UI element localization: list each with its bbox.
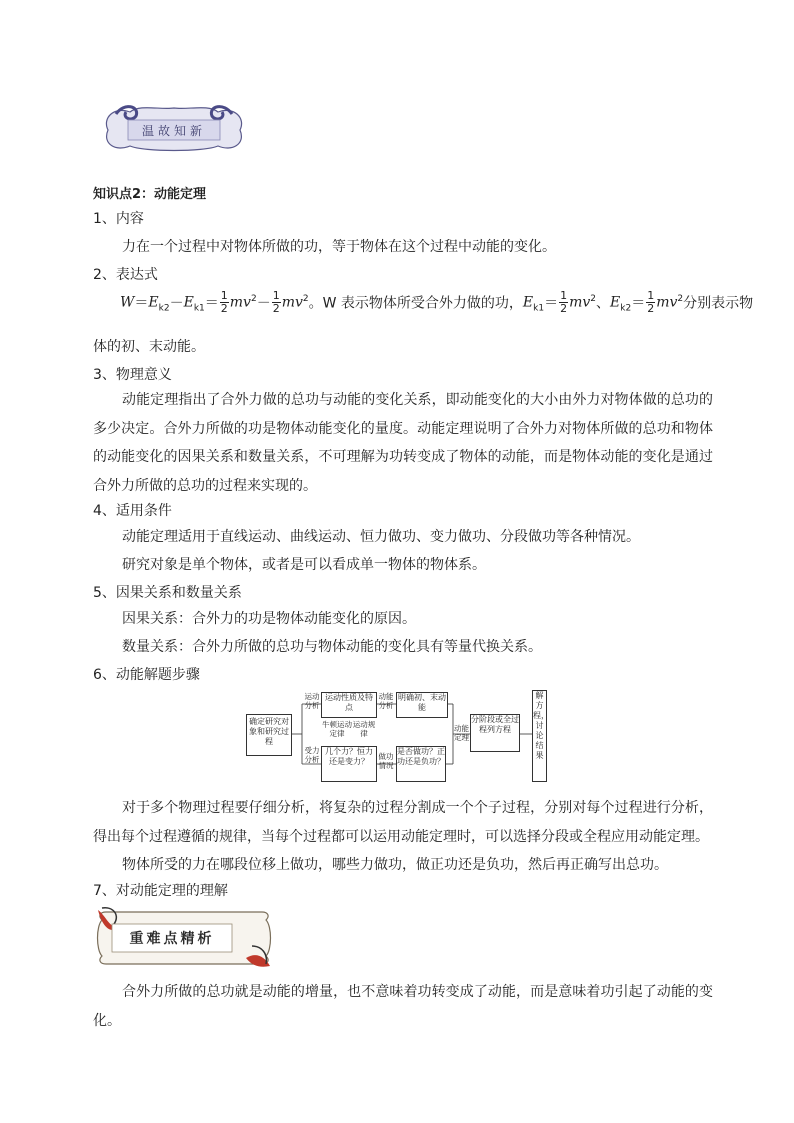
content-text: 力在一个过程中对物体所做的功，等于物体在这个过程中动能的变化。 xyxy=(122,239,556,255)
relations-text-1: 因果关系：合外力的功是物体动能变化的原因。 xyxy=(122,611,416,627)
steps-paragraph-2: 物体所受的力在哪段位移上做功，哪些力做功，做正功还是负功，然后再正确写出总功。 xyxy=(122,857,668,873)
review-banner xyxy=(100,100,248,156)
heading-understanding: 7、对动能定理的理解 xyxy=(93,883,228,899)
step-solve-discuss: 解方程，讨论结果 xyxy=(532,690,547,782)
step-write-equation: 分阶段或全过程列方程 xyxy=(470,714,520,752)
conditions-text-2: 研究对象是单个物体，或者是可以看成单一物体的物体系。 xyxy=(122,557,486,573)
heading-meaning: 3、物理意义 xyxy=(93,367,172,383)
section-title: 知识点2：动能定理 xyxy=(93,187,207,202)
step-forces: 几个力？恒力还是变力？ xyxy=(321,746,377,782)
understanding-paragraph: 合外力所做的总功就是动能的增量，也不意味着功转变成了动能，而是意味着功引起了动能的变化。 xyxy=(93,984,713,1029)
step-clear-kinetic-energy: 明确初、末动能 xyxy=(396,692,448,718)
step-work-sign: 是否做功？正功还是负功？ xyxy=(396,746,446,782)
review-banner-text: 温故知新 xyxy=(141,124,207,138)
label-motion-analysis: 运动分析 xyxy=(304,692,320,710)
label-kinetic-theorem: 动能定理 xyxy=(454,724,469,742)
label-force-analysis: 受力分析 xyxy=(304,746,320,764)
formula-continuation: 体的初、末动能。 xyxy=(93,339,205,355)
relations-text-2: 数量关系：合外力所做的总功与物体动能的变化具有等量代换关系。 xyxy=(122,639,542,655)
key-points-banner xyxy=(96,906,272,970)
label-ke-analysis: 动能分析 xyxy=(378,692,394,710)
key-points-banner-text: 重难点精析 xyxy=(129,931,215,947)
step-motion-properties: 运动性质及特点 xyxy=(321,692,377,718)
heading-steps: 6、动能解题步骤 xyxy=(93,667,200,683)
heading-content: 1、内容 xyxy=(93,211,144,227)
label-newton-law: 牛顿运动定律 xyxy=(322,720,352,738)
meaning-paragraph: 动能定理指出了合外力做的总功与动能的变化关系，即动能变化的大小由外力对物体做的总功的多少决定。合外力所做的功是物体动能变化的量度。动能定理说明了合外力对物体所做的总功和物体的动能变化的因果关系和数量关系，不可理解为功转变成了物体的动能，而是物体动能的变化是通过合外力所做的总功的过程来实现的。 xyxy=(93,392,713,494)
label-motion-law: 运动规律 xyxy=(352,720,376,738)
step-determine-object: 确定研究对象和研究过程 xyxy=(246,714,292,756)
heading-expression: 2、表达式 xyxy=(93,267,158,283)
steps-paragraph-1: 对于多个物理过程要仔细分析，将复杂的过程分割成一个个子过程，分别对每个过程进行分析，得出每个过程遵循的规律，当每个过程都可以运用动能定理时，可以选择分段或全程应用动能定理。 xyxy=(93,800,713,845)
conditions-text-1: 动能定理适用于直线运动、曲线运动、恒力做功、变力做功、分段做功等各种情况。 xyxy=(122,529,640,545)
heading-conditions: 4、适用条件 xyxy=(93,503,172,519)
solving-steps-flowchart xyxy=(246,690,551,782)
label-work-case: 做功情况 xyxy=(378,752,394,770)
kinetic-energy-formula: $W=E_{k2}-E_{k1}=$ $\frac{1}{2}$ $mv^2-$ $\frac{1}{2}$ $mv^2$。W 表示物体所受合外力做的功，$E_{k1}=$ $\frac{1}{2}$ $mv^2$、$E_{k2}=$ $\frac{1}{2}$ $mv^2$分别表示物 xyxy=(120,289,754,315)
heading-relations: 5、因果关系和数量关系 xyxy=(93,585,242,601)
